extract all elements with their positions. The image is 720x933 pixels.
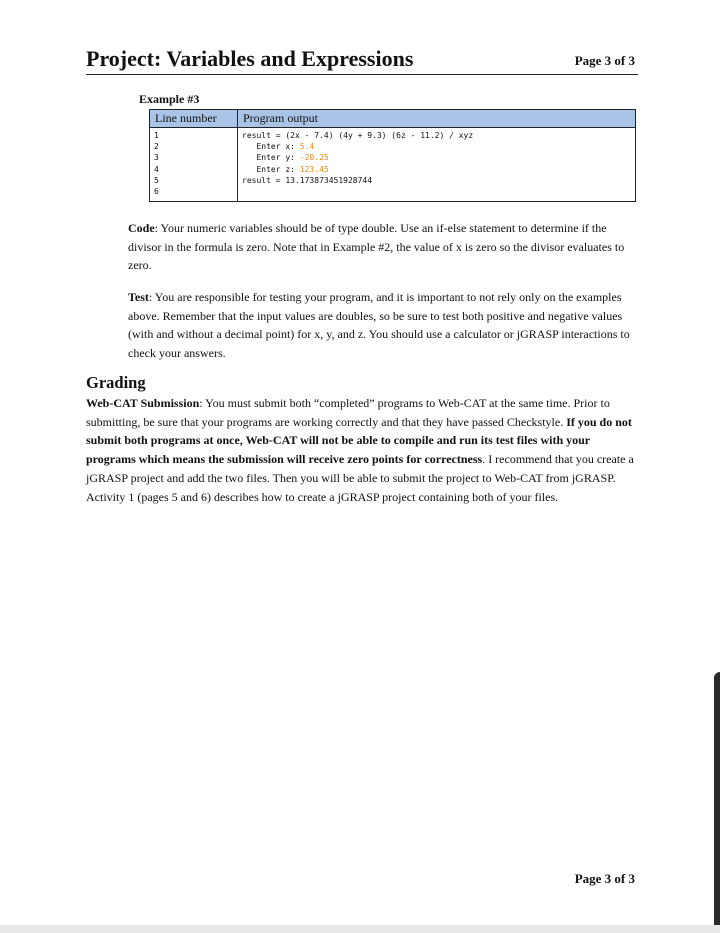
user-input-value: 5.4	[299, 142, 315, 152]
column-header-program-output: Program output	[238, 110, 636, 128]
line-number-cell	[150, 128, 238, 202]
column-header-line-number: Line number	[150, 110, 238, 128]
scrollbar-edge[interactable]	[714, 672, 720, 925]
document-title: Project: Variables and Expressions	[86, 46, 414, 71]
output-line	[242, 152, 631, 163]
code-label: Code	[128, 221, 155, 235]
footer-page-number: Page 3 of 3	[574, 871, 635, 886]
grading-text-2: . I recommend that you create a jGRASP project and add the two files. Then you will be able to submit the project to Web-CAT from jGRASP. Activity 1 (pages 5 and 6) describes how to create a jGRASP project containing both of your files.	[86, 452, 634, 504]
output-text: result = 13.173873451928744	[242, 175, 373, 185]
line-number: 5	[154, 175, 159, 185]
output-text: Enter y:	[242, 153, 300, 163]
code-paragraph	[128, 219, 638, 275]
header-page-number: Page 3 of 3	[574, 53, 635, 68]
grading-heading: Grading	[86, 373, 146, 392]
program-output-cell	[238, 128, 636, 202]
output-text: result = (2x - 7.4) (4y + 9.3) (6z - 11.2) / xyz	[242, 131, 474, 140]
grading-bold-text: If you do not submit both programs at once, Web-CAT will not be able to compile and run its test files with your programs which means the submission will receive zero points for correctness	[86, 414, 632, 467]
output-text: Enter z:	[242, 164, 300, 174]
page-header	[86, 42, 638, 75]
user-input-value: -20.25	[299, 153, 329, 163]
output-line	[242, 164, 631, 175]
grading-text-1: : You must submit both “completed” programs to Web-CAT at the same time. Prior to submitting, be sure that your programs are working correctly and that they have passed Checkstyle.	[86, 396, 610, 429]
line-number: 3	[154, 153, 159, 163]
line-number: 1	[154, 131, 159, 140]
output-line	[242, 186, 631, 197]
output-line	[242, 141, 631, 152]
code-text: : Your numeric variables should be of type double. Use an if-else statement to determine if the divisor in the formula is zero. Note that in Example #2, the value of x is zero so the divisor evaluates to zero.	[128, 221, 625, 273]
test-text: : You are responsible for testing your program, and it is important to not rely only on the examples above. Remember that the input values are doubles, so be sure to test both positive and negative values (with and without a decimal point) for x, y, and z. You should use a calculator or jGRASP interactions to check your answers.	[128, 290, 630, 361]
output-line	[242, 175, 631, 186]
line-number: 6	[154, 187, 159, 197]
output-line	[242, 130, 631, 141]
line-number: 4	[154, 164, 159, 174]
example-label: Example #3	[139, 92, 200, 106]
page-bottom-divider	[0, 925, 720, 933]
output-text: Enter x:	[242, 142, 300, 152]
submission-label: Web-CAT Submission	[86, 396, 200, 410]
grading-paragraph	[86, 394, 638, 506]
example-output-table	[149, 109, 636, 202]
line-number: 2	[154, 142, 159, 152]
test-label: Test	[128, 290, 149, 304]
user-input-value: 123.45	[299, 164, 329, 174]
test-paragraph	[128, 288, 638, 363]
